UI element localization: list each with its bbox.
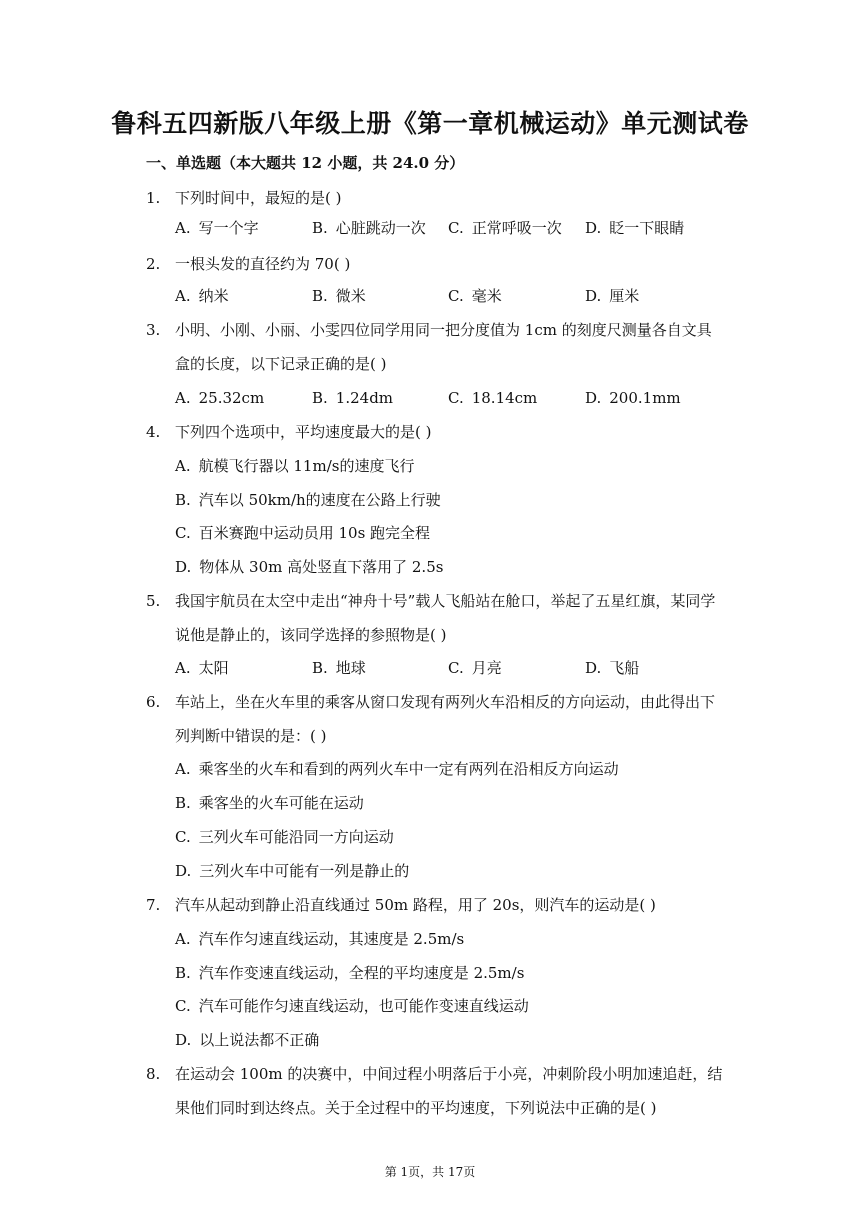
option-c[interactable]: C. 汽车可能作匀速直线运动，也可能作变速直线运动	[175, 997, 529, 1015]
page-title: 鲁科五四新版八年级上册《第一章机械运动》单元测试卷	[111, 109, 749, 138]
question-stem: 汽车从起动到静止沿直线通过 50m 路程，用了 20s，则汽车的运动是( )	[175, 896, 656, 914]
question-6	[146, 685, 726, 753]
section-heading: 一、单选题（本大题共 12 小题，共 24.0 分）	[146, 154, 465, 172]
option-c[interactable]: C. 百米赛跑中运动员用 10s 跑完全程	[175, 524, 431, 542]
page-footer: 第 1页，共 17页	[384, 1165, 476, 1179]
option-d[interactable]: D. 物体从 30m 高处竖直下落用了 2.5s	[175, 558, 444, 576]
option-d[interactable]: D. 以上说法都不正确	[175, 1031, 320, 1049]
question-number: 8.	[146, 1065, 161, 1083]
question-number: 5.	[146, 592, 161, 610]
option-a[interactable]: A. 航模飞行器以 11m/s的速度飞行	[175, 457, 415, 475]
option-c[interactable]: C. 18.14cm	[448, 389, 538, 407]
option-c[interactable]: C. 月亮	[448, 659, 502, 677]
question-stem: 车站上，坐在火车里的乘客从窗口发现有两列火车沿相反的方向运动，由此得出下列判断中错误的是：( )	[175, 693, 716, 745]
option-a[interactable]: A. 写一个字	[175, 219, 259, 237]
question-number: 2.	[146, 255, 161, 273]
question-1-options	[175, 211, 735, 245]
option-d[interactable]: D. 厘米	[585, 287, 640, 305]
question-stem: 一根头发的直径约为 70( )	[175, 255, 351, 273]
option-b[interactable]: B. 心脏跳动一次	[312, 219, 426, 237]
option-a[interactable]: A. 太阳	[175, 659, 229, 677]
question-3-options	[175, 381, 735, 415]
question-4	[146, 415, 726, 449]
option-c[interactable]: C. 毫米	[448, 287, 502, 305]
option-d[interactable]: D. 飞船	[585, 659, 640, 677]
option-d[interactable]: D. 三列火车中可能有一列是静止的	[175, 862, 410, 880]
option-a[interactable]: A. 纳米	[175, 287, 229, 305]
option-a[interactable]: A. 25.32cm	[175, 389, 265, 407]
option-a[interactable]: A. 乘客坐的火车和看到的两列火车中一定有两列在沿相反方向运动	[175, 760, 619, 778]
question-8	[146, 1057, 726, 1125]
question-2-options	[175, 279, 735, 313]
question-7	[146, 888, 726, 922]
question-3	[146, 313, 726, 381]
question-1	[146, 181, 726, 215]
option-a[interactable]: A. 汽车作匀速直线运动，其速度是 2.5m/s	[175, 930, 465, 948]
question-number: 4.	[146, 423, 161, 441]
question-stem: 下列时间中，最短的是( )	[175, 189, 342, 207]
option-d[interactable]: D. 眨一下眼睛	[585, 219, 685, 237]
option-b[interactable]: B. 汽车以 50km/h的速度在公路上行驶	[175, 491, 441, 509]
question-5	[146, 584, 726, 652]
question-number: 6.	[146, 693, 161, 711]
option-c[interactable]: C. 三列火车可能沿同一方向运动	[175, 828, 394, 846]
question-number: 1.	[146, 189, 161, 207]
question-2	[146, 247, 726, 281]
option-b[interactable]: B. 乘客坐的火车可能在运动	[175, 794, 364, 812]
question-stem: 在运动会 100m 的决赛中，中间过程小明落后于小亮，冲刺阶段小明加速追赶，结果他们同时到达终点。关于全过程中的平均速度，下列说法中正确的是( )	[175, 1065, 723, 1117]
question-number: 7.	[146, 896, 161, 914]
question-5-options	[175, 651, 735, 685]
option-d[interactable]: D. 200.1mm	[585, 389, 681, 407]
question-stem: 我国宇航员在太空中走出“神舟十号”载人飞船站在舱口，举起了五星红旗，某同学说他是静止的，该同学选择的参照物是( )	[175, 592, 716, 644]
option-b[interactable]: B. 汽车作变速直线运动，全程的平均速度是 2.5m/s	[175, 964, 525, 982]
question-number: 3.	[146, 321, 161, 339]
question-stem: 小明、小刚、小丽、小雯四位同学用同一把分度值为 1cm 的刻度尺测量各自文具盒的长度，以下记录正确的是( )	[175, 321, 712, 373]
option-b[interactable]: B. 微米	[312, 287, 366, 305]
option-c[interactable]: C. 正常呼吸一次	[448, 219, 562, 237]
question-stem: 下列四个选项中，平均速度最大的是( )	[175, 423, 432, 441]
option-b[interactable]: B. 1.24dm	[312, 389, 394, 407]
option-b[interactable]: B. 地球	[312, 659, 366, 677]
